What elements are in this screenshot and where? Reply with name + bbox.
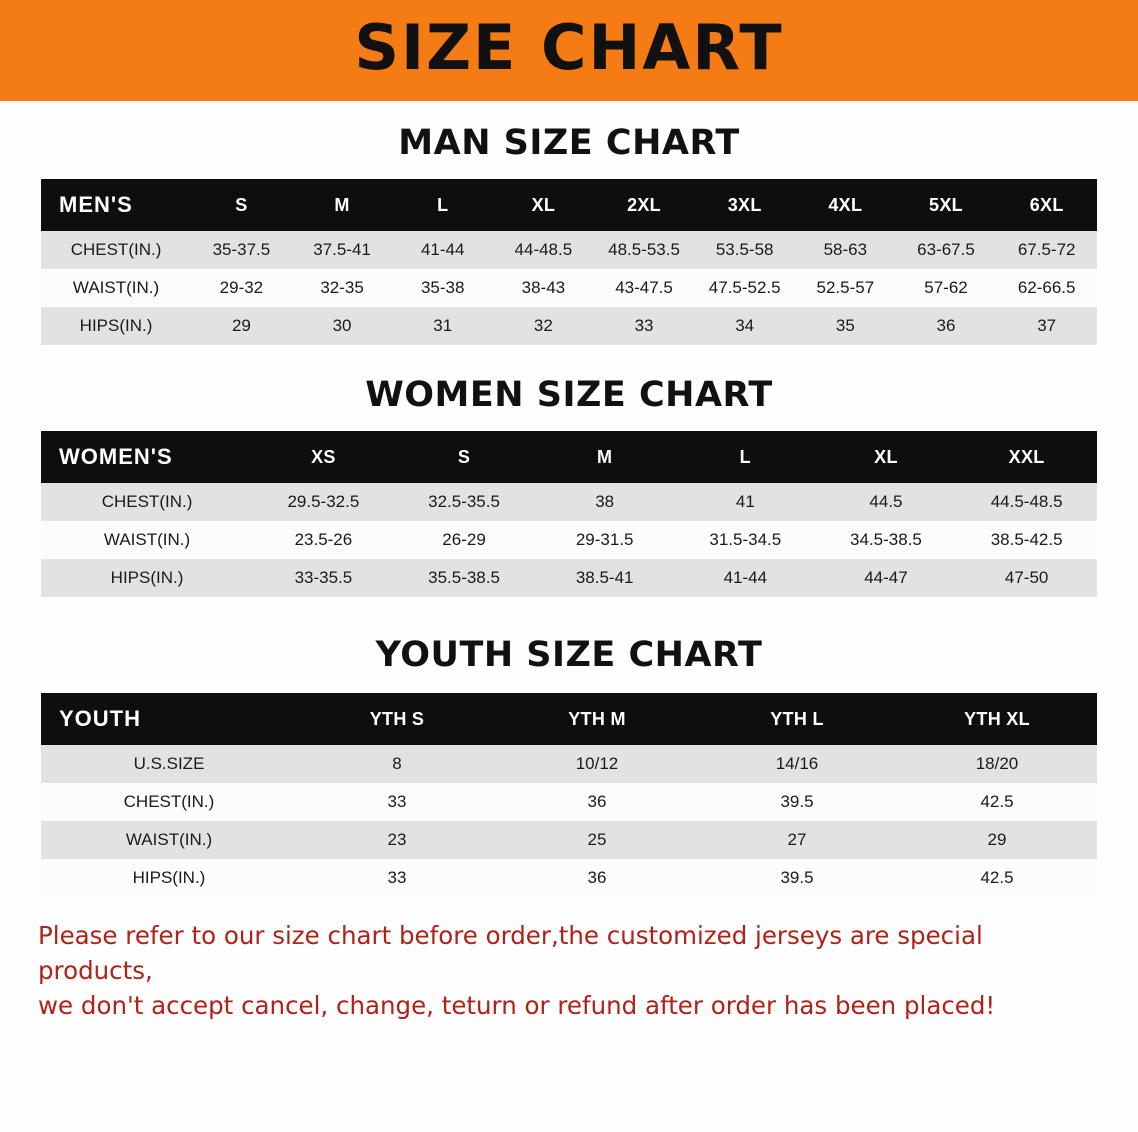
cell: 44.5 bbox=[816, 483, 957, 521]
cell: 38.5-42.5 bbox=[956, 521, 1097, 559]
cell: 42.5 bbox=[897, 859, 1097, 897]
cell: 29.5-32.5 bbox=[253, 483, 394, 521]
cell: 8 bbox=[297, 745, 497, 783]
cell: 33 bbox=[297, 783, 497, 821]
table-row bbox=[41, 745, 1097, 783]
cell: 36 bbox=[497, 783, 697, 821]
cell: 41 bbox=[675, 483, 816, 521]
cell: 38-43 bbox=[493, 269, 594, 307]
youth-header-cell: YTH XL bbox=[964, 708, 1030, 729]
cell: 36 bbox=[896, 307, 997, 345]
row-label: HIPS(IN.) bbox=[41, 307, 191, 345]
policy-note-line-1: Please refer to our size chart before order,the customized jerseys are special products, bbox=[38, 921, 983, 985]
youth-table-wrap bbox=[41, 693, 1097, 897]
cell: 38.5-41 bbox=[534, 559, 675, 597]
women-header-cell: XXL bbox=[1008, 446, 1045, 467]
cell: 34 bbox=[694, 307, 795, 345]
cell: 25 bbox=[497, 821, 697, 859]
cell: 41-44 bbox=[392, 231, 493, 269]
man-header-cell: S bbox=[235, 194, 248, 215]
policy-note-line-2: we don't accept cancel, change, teturn or refund after order has been placed! bbox=[38, 990, 996, 1020]
cell: 10/12 bbox=[497, 745, 697, 783]
cell: 27 bbox=[697, 821, 897, 859]
youth-header-cell: YTH M bbox=[568, 708, 626, 729]
row-label: HIPS(IN.) bbox=[41, 859, 297, 897]
cell: 31 bbox=[392, 307, 493, 345]
cell: 37 bbox=[996, 307, 1097, 345]
cell: 37.5-41 bbox=[292, 231, 393, 269]
cell: 30 bbox=[292, 307, 393, 345]
cell: 26-29 bbox=[394, 521, 535, 559]
cell: 53.5-58 bbox=[694, 231, 795, 269]
man-header-cell: 3XL bbox=[727, 194, 762, 215]
page-title: SIZE CHART bbox=[354, 10, 784, 84]
cell: 23 bbox=[297, 821, 497, 859]
cell: 41-44 bbox=[675, 559, 816, 597]
cell: 47.5-52.5 bbox=[694, 269, 795, 307]
women-header-cell: XL bbox=[874, 446, 898, 467]
cell: 29 bbox=[191, 307, 292, 345]
man-header-cell: XL bbox=[531, 194, 556, 215]
cell: 29-32 bbox=[191, 269, 292, 307]
table-row bbox=[41, 783, 1097, 821]
cell: 35 bbox=[795, 307, 896, 345]
table-row bbox=[41, 521, 1097, 559]
cell: 32 bbox=[493, 307, 594, 345]
man-size-table bbox=[41, 179, 1097, 345]
youth-header-cell: YTH L bbox=[770, 708, 824, 729]
table-header-row bbox=[41, 179, 1097, 231]
cell: 52.5-57 bbox=[795, 269, 896, 307]
cell: 67.5-72 bbox=[996, 231, 1097, 269]
cell: 35-37.5 bbox=[191, 231, 292, 269]
women-section-heading: WOMEN SIZE CHART bbox=[365, 375, 773, 415]
youth-header-label: YOUTH bbox=[59, 706, 141, 731]
row-label: WAIST(IN.) bbox=[41, 821, 297, 859]
man-header-cell: 4XL bbox=[828, 194, 863, 215]
cell: 48.5-53.5 bbox=[594, 231, 695, 269]
cell: 62-66.5 bbox=[996, 269, 1097, 307]
cell: 33-35.5 bbox=[253, 559, 394, 597]
cell: 23.5-26 bbox=[253, 521, 394, 559]
cell: 34.5-38.5 bbox=[816, 521, 957, 559]
table-row bbox=[41, 483, 1097, 521]
man-header-label: MEN'S bbox=[59, 192, 133, 217]
youth-header-cell: YTH S bbox=[369, 708, 425, 729]
row-label: U.S.SIZE bbox=[41, 745, 297, 783]
man-section-heading: MAN SIZE CHART bbox=[398, 123, 740, 163]
cell: 35.5-38.5 bbox=[394, 559, 535, 597]
cell: 35-38 bbox=[392, 269, 493, 307]
cell: 58-63 bbox=[795, 231, 896, 269]
man-header-cell: L bbox=[437, 194, 449, 215]
cell: 39.5 bbox=[697, 859, 897, 897]
page-banner bbox=[0, 0, 1138, 101]
cell: 63-67.5 bbox=[896, 231, 997, 269]
policy-note bbox=[38, 919, 1100, 1023]
youth-size-table bbox=[41, 693, 1097, 897]
man-header-cell: 6XL bbox=[1029, 194, 1064, 215]
table-row bbox=[41, 231, 1097, 269]
cell: 39.5 bbox=[697, 783, 897, 821]
man-header-cell: M bbox=[334, 194, 350, 215]
women-header-cell: S bbox=[457, 446, 471, 467]
women-header-cell: M bbox=[597, 446, 613, 467]
cell: 42.5 bbox=[897, 783, 1097, 821]
table-header-row bbox=[41, 693, 1097, 745]
women-table-wrap bbox=[41, 431, 1097, 597]
cell: 29-31.5 bbox=[534, 521, 675, 559]
man-header-cell: 5XL bbox=[929, 194, 963, 215]
cell: 29 bbox=[897, 821, 1097, 859]
table-header-row bbox=[41, 431, 1097, 483]
row-label: WAIST(IN.) bbox=[41, 521, 253, 559]
women-header-cell: XS bbox=[311, 446, 336, 467]
cell: 44-47 bbox=[816, 559, 957, 597]
row-label: HIPS(IN.) bbox=[41, 559, 253, 597]
cell: 43-47.5 bbox=[594, 269, 695, 307]
table-row bbox=[41, 307, 1097, 345]
cell: 18/20 bbox=[897, 745, 1097, 783]
cell: 14/16 bbox=[697, 745, 897, 783]
women-header-cell: L bbox=[739, 446, 751, 467]
cell: 32.5-35.5 bbox=[394, 483, 535, 521]
cell: 33 bbox=[297, 859, 497, 897]
cell: 57-62 bbox=[896, 269, 997, 307]
cell: 36 bbox=[497, 859, 697, 897]
cell: 47-50 bbox=[956, 559, 1097, 597]
women-header-label: WOMEN'S bbox=[59, 444, 173, 469]
table-row bbox=[41, 269, 1097, 307]
cell: 32-35 bbox=[292, 269, 393, 307]
man-header-cell: 2XL bbox=[627, 194, 661, 215]
women-size-table bbox=[41, 431, 1097, 597]
row-label: WAIST(IN.) bbox=[41, 269, 191, 307]
table-row bbox=[41, 821, 1097, 859]
cell: 33 bbox=[594, 307, 695, 345]
youth-section-heading: YOUTH SIZE CHART bbox=[375, 635, 763, 675]
man-table-wrap bbox=[41, 179, 1097, 345]
cell: 31.5-34.5 bbox=[675, 521, 816, 559]
cell: 38 bbox=[534, 483, 675, 521]
table-row bbox=[41, 859, 1097, 897]
row-label: CHEST(IN.) bbox=[41, 783, 297, 821]
cell: 44-48.5 bbox=[493, 231, 594, 269]
table-row bbox=[41, 559, 1097, 597]
cell: 44.5-48.5 bbox=[956, 483, 1097, 521]
row-label: CHEST(IN.) bbox=[41, 483, 253, 521]
row-label: CHEST(IN.) bbox=[41, 231, 191, 269]
